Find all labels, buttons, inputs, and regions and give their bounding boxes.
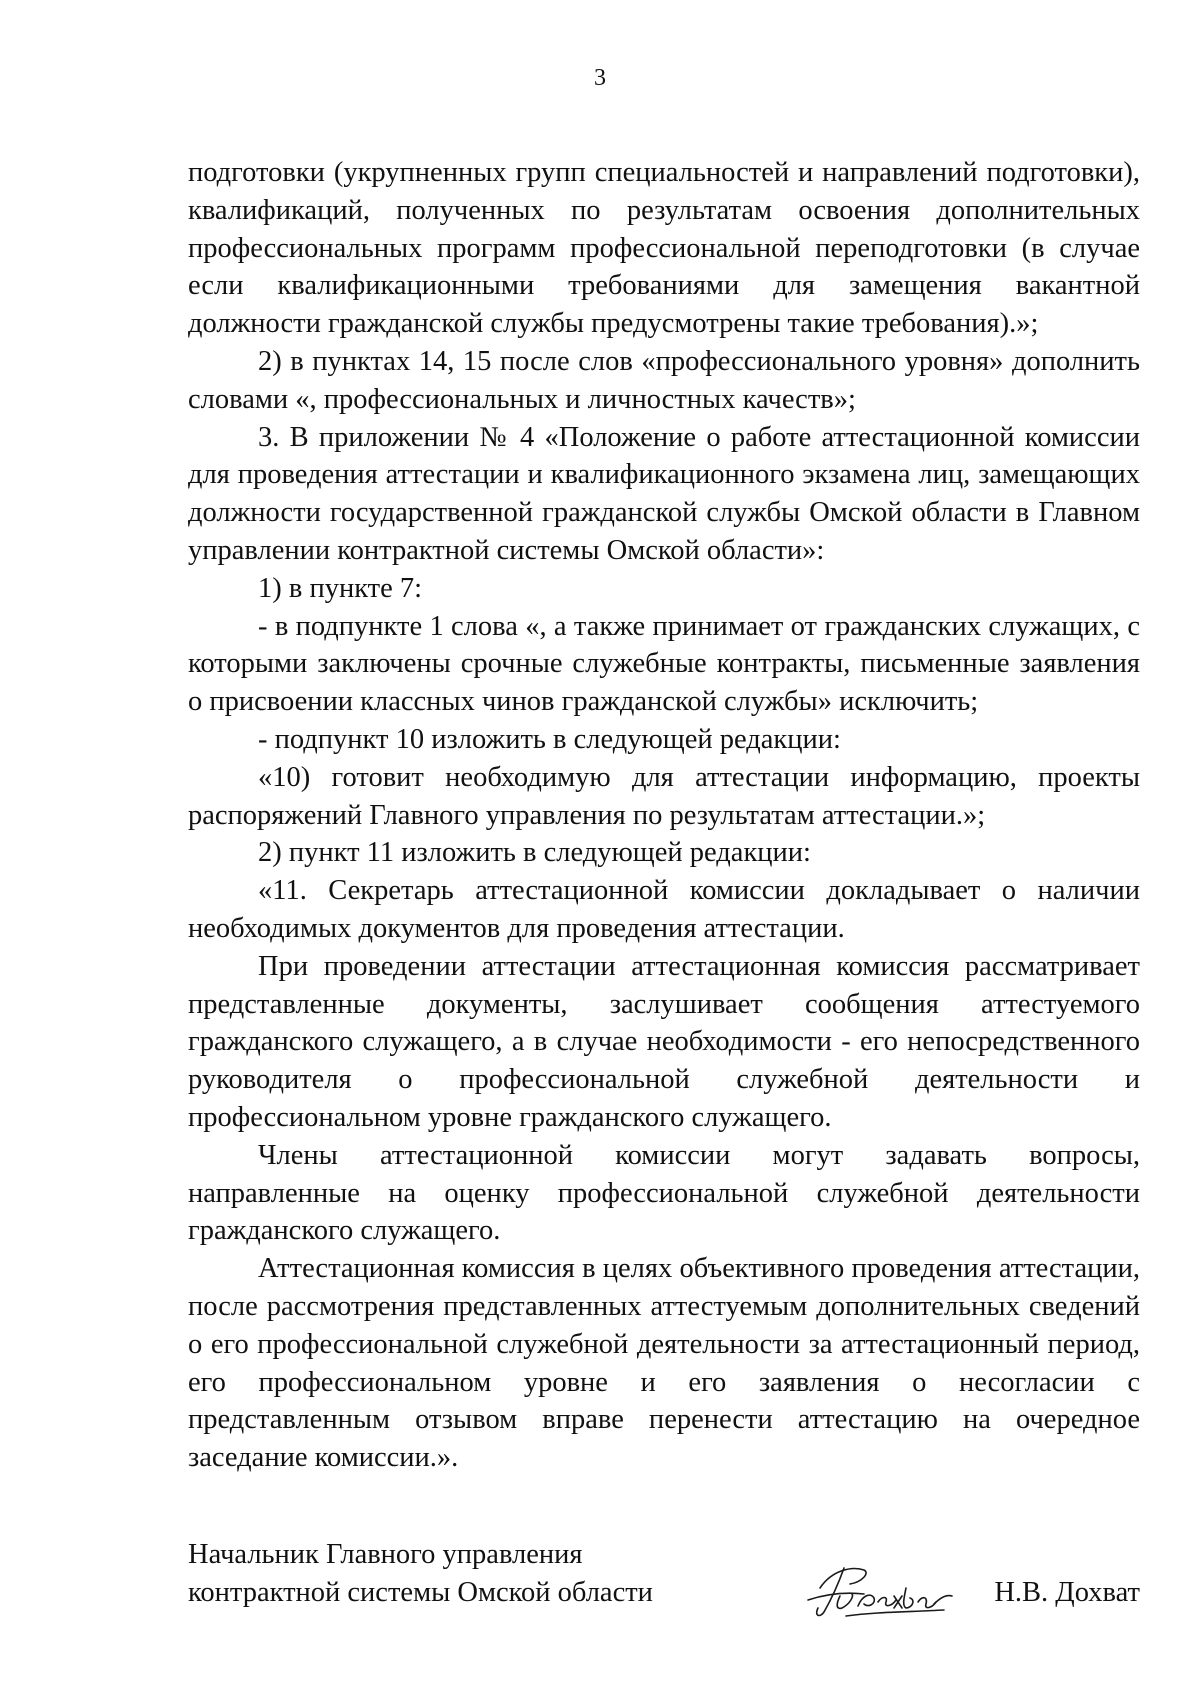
paragraph-subpoint-1: - в подпункте 1 слова «, а также принимает от гражданских служащих, с которыми заключены срочные служебные контракты, письменные заявления о присвоении классных чинов гражданской службы» исключить; bbox=[188, 610, 1140, 718]
paragraph-continuation: подготовки (укрупненных групп специальностей и направлений подготовки), квалификаций, полученных по результатам освоения дополнительных профессиональных программ профессиональной переподготовки (в случае если квалификационными требованиями для замещения вакантной должности гражданской службы предусмотрены такие требования).»; bbox=[188, 157, 1140, 340]
paragraph-point-11-review: При проведении аттестации аттестационная комиссия рассматривает представленные документы, заслушивает сообщения аттестуемого гражданского служащего, а в случае необходимости - его непосредственного руководителя о профессиональной служебной деятельности и профессиональном уровне гражданского служащего. bbox=[188, 950, 1140, 1133]
handwritten-signature-icon bbox=[806, 1558, 956, 1624]
paragraph-point-11-questions: Члены аттестационной комиссии могут задавать вопросы, направленные на оценку профессиональной служебной деятельности гражданского служащего. bbox=[188, 1139, 1140, 1247]
signer-position-line-2: контрактной системы Омской области bbox=[188, 1577, 653, 1608]
signer-position bbox=[188, 1536, 653, 1612]
paragraph-item-1-point-7: 1) в пункте 7: bbox=[258, 572, 423, 604]
paragraph-subpoint-10-text: «10) готовит необходимую для аттестации информацию, проекты распоряжений Главного управления по результатам аттестации.»; bbox=[188, 761, 1140, 831]
paragraph-item-2-point-11-intro: 2) пункт 11 изложить в следующей редакции: bbox=[258, 837, 811, 869]
paragraph-point-11-secretary: «11. Секретарь аттестационной комиссии докладывает о наличии необходимых документов для проведения аттестации. bbox=[188, 875, 1140, 944]
signer-name: Н.В. Дохват bbox=[994, 1577, 1140, 1608]
page-number: 3 bbox=[594, 65, 606, 91]
paragraph-subpoint-10-intro: - подпункт 10 изложить в следующей редакции: bbox=[258, 723, 841, 755]
signature-block bbox=[188, 1536, 1140, 1616]
paragraph-item-2-points-14-15: 2) в пунктах 14, 15 после слов «профессионального уровня» дополнить словами «, профессиональных и личностных качеств»; bbox=[188, 345, 1140, 415]
document-body bbox=[188, 154, 1140, 1477]
paragraph-point-11-postpone: Аттестационная комиссия в целях объективного проведения аттестации, после рассмотрения представленных аттестуемым дополнительных сведений о его профессиональной служебной деятельности за аттестационный период, его профессиональном уровне и его заявления о несогласии с представленным отзывом вправе перенести аттестацию на очередное заседание комиссии.». bbox=[188, 1253, 1140, 1474]
signer-position-line-1: Начальник Главного управления bbox=[188, 1539, 583, 1570]
paragraph-section-3-appendix-4: 3. В приложении № 4 «Положение о работе аттестационной комиссии для проведения аттестации и квалификационного экзамена лиц, замещающих должности государственной гражданской службы Омской области в Главном управлении контрактной системы Омской области»: bbox=[188, 421, 1140, 566]
